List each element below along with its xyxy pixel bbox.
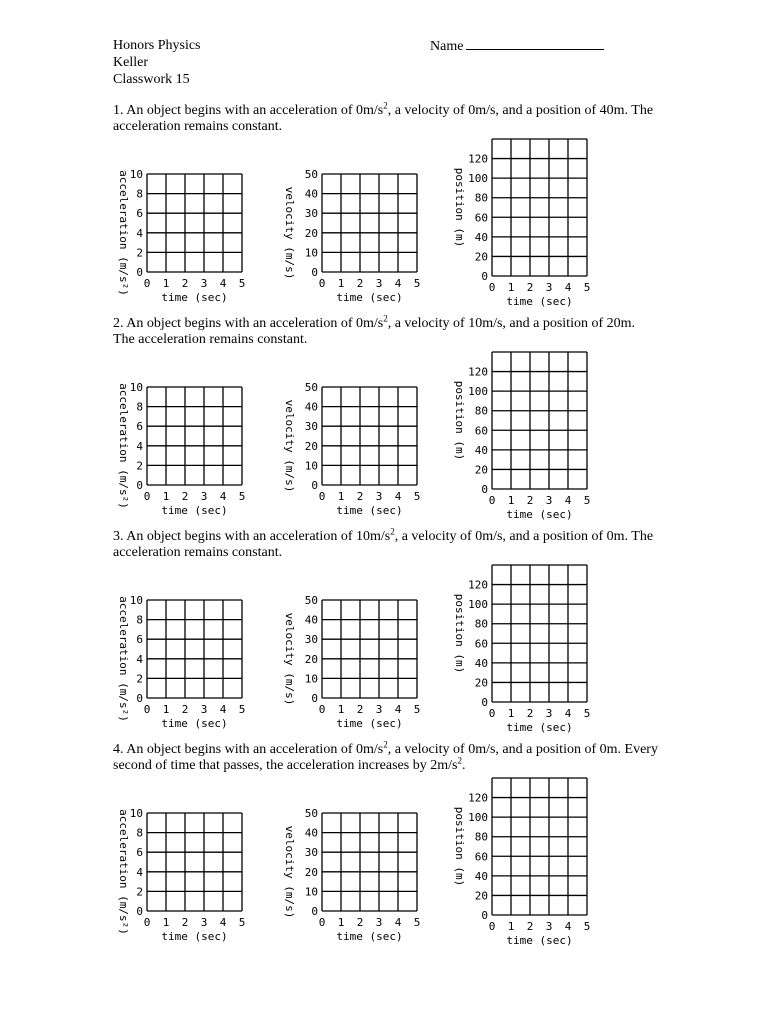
y-tick-label: 10 bbox=[304, 246, 318, 260]
x-tick-label: 3 bbox=[545, 920, 553, 933]
y-tick-label: 40 bbox=[304, 400, 318, 414]
y-axis-label: position (m) bbox=[453, 167, 466, 248]
y-tick-label: 0 bbox=[311, 266, 318, 279]
grid-lines bbox=[147, 813, 242, 911]
problem-number: 2. bbox=[113, 316, 124, 331]
y-tick-label: 4 bbox=[136, 652, 143, 666]
y-tick-label: 40 bbox=[474, 443, 488, 457]
y-tick-label: 0 bbox=[481, 483, 488, 496]
x-tick-label: 1 bbox=[507, 707, 515, 720]
x-tick-label: 2 bbox=[181, 703, 189, 716]
y-tick-label: 80 bbox=[474, 830, 488, 844]
y-tick-label: 40 bbox=[304, 613, 318, 627]
y-axis-label: position (m) bbox=[453, 380, 466, 461]
y-tick-label: 30 bbox=[304, 846, 318, 860]
y-tick-label: 120 bbox=[468, 578, 488, 592]
x-tick-label: 4 bbox=[219, 916, 227, 929]
x-tick-label: 1 bbox=[507, 920, 515, 933]
y-tick-label: 2 bbox=[136, 672, 143, 686]
y-axis-label: position (m) bbox=[453, 806, 466, 887]
problem-number: 4. bbox=[113, 742, 124, 757]
y-tick-label: 10 bbox=[304, 672, 318, 686]
y-axis-label: acceleration (m/s²) bbox=[117, 170, 130, 296]
x-tick-label: 4 bbox=[394, 277, 402, 290]
x-tick-label: 0 bbox=[318, 916, 326, 929]
x-axis-label: time (sec) bbox=[336, 930, 403, 943]
y-tick-label: 20 bbox=[474, 676, 488, 690]
y-tick-label: 2 bbox=[136, 459, 143, 473]
x-tick-label: 1 bbox=[162, 703, 170, 716]
x-tick-label: 1 bbox=[337, 916, 345, 929]
grid-lines bbox=[492, 565, 587, 702]
assignment-title: Classwork 15 bbox=[113, 72, 190, 87]
x-tick-label: 3 bbox=[200, 490, 208, 503]
x-tick-label: 0 bbox=[488, 281, 496, 294]
x-tick-label: 5 bbox=[413, 490, 421, 503]
x-axis-label: time (sec) bbox=[161, 291, 228, 304]
y-tick-label: 0 bbox=[136, 266, 143, 279]
y-tick-label: 20 bbox=[304, 439, 318, 453]
y-tick-label: 30 bbox=[304, 207, 318, 221]
grid-lines bbox=[322, 174, 417, 272]
x-tick-label: 3 bbox=[545, 707, 553, 720]
y-tick-label: 20 bbox=[304, 652, 318, 666]
x-tick-label: 4 bbox=[219, 703, 227, 716]
y-tick-label: 120 bbox=[468, 152, 488, 166]
problem-4 bbox=[113, 739, 658, 774]
y-tick-label: 120 bbox=[468, 791, 488, 805]
x-axis-label: time (sec) bbox=[336, 291, 403, 304]
x-axis-label: time (sec) bbox=[336, 717, 403, 730]
y-tick-label: 0 bbox=[311, 905, 318, 918]
y-tick-label: 8 bbox=[136, 187, 143, 201]
y-tick-label: 40 bbox=[304, 826, 318, 840]
problem-text: An object begins with an acceleration of $0m/s^2$, a velocity of 10m/s, and a position of 20m. The acceleration remains constant. bbox=[113, 313, 636, 347]
x-tick-label: 2 bbox=[181, 277, 189, 290]
y-tick-label: 80 bbox=[474, 617, 488, 631]
x-tick-label: 3 bbox=[375, 490, 383, 503]
x-tick-label: 1 bbox=[162, 490, 170, 503]
x-tick-label: 0 bbox=[318, 490, 326, 503]
problem-text: An object begins with an acceleration of $0m/s^2$, a velocity of 0m/s, and a position of 40m. The acceleration remains constant. bbox=[113, 100, 654, 134]
x-tick-label: 4 bbox=[564, 920, 572, 933]
y-tick-label: 0 bbox=[481, 696, 488, 709]
y-tick-label: 6 bbox=[136, 633, 143, 647]
problem-text: An object begins with an acceleration of $10m/s^2$, a velocity of 0m/s, and a position of 0m. The acceleration remains constant. bbox=[113, 526, 654, 560]
x-tick-label: 5 bbox=[583, 281, 591, 294]
x-tick-label: 2 bbox=[526, 494, 534, 507]
y-tick-label: 60 bbox=[474, 424, 488, 438]
y-tick-label: 10 bbox=[129, 807, 143, 820]
y-tick-label: 50 bbox=[304, 594, 318, 607]
y-axis-label: velocity (m/s) bbox=[283, 186, 296, 280]
y-tick-label: 2 bbox=[136, 885, 143, 899]
y-tick-label: 100 bbox=[468, 811, 488, 825]
grid-lines bbox=[147, 387, 242, 485]
y-tick-label: 60 bbox=[474, 211, 488, 225]
x-tick-label: 5 bbox=[238, 490, 246, 503]
y-tick-label: 60 bbox=[474, 637, 488, 651]
x-tick-label: 4 bbox=[564, 494, 572, 507]
x-tick-label: 0 bbox=[318, 703, 326, 716]
x-tick-label: 0 bbox=[488, 707, 496, 720]
x-tick-label: 2 bbox=[526, 920, 534, 933]
x-tick-label: 4 bbox=[219, 490, 227, 503]
x-tick-label: 4 bbox=[394, 490, 402, 503]
y-tick-label: 8 bbox=[136, 400, 143, 414]
x-tick-label: 2 bbox=[356, 703, 364, 716]
name-field[interactable] bbox=[430, 37, 604, 55]
grid-lines bbox=[322, 600, 417, 698]
x-tick-label: 1 bbox=[337, 490, 345, 503]
y-tick-label: 8 bbox=[136, 613, 143, 627]
y-axis-label: acceleration (m/s²) bbox=[117, 383, 130, 509]
x-tick-label: 2 bbox=[181, 916, 189, 929]
x-tick-label: 5 bbox=[238, 277, 246, 290]
y-tick-label: 40 bbox=[474, 230, 488, 244]
y-tick-label: 2 bbox=[136, 246, 143, 260]
x-tick-label: 0 bbox=[143, 277, 151, 290]
name-blank-line[interactable] bbox=[466, 37, 604, 50]
x-tick-label: 4 bbox=[394, 703, 402, 716]
y-tick-label: 0 bbox=[311, 692, 318, 705]
y-tick-label: 20 bbox=[474, 889, 488, 903]
x-tick-label: 3 bbox=[545, 494, 553, 507]
grid-lines bbox=[492, 778, 587, 915]
x-tick-label: 3 bbox=[200, 277, 208, 290]
y-axis-label: velocity (m/s) bbox=[283, 825, 296, 919]
grid-lines bbox=[147, 600, 242, 698]
y-tick-label: 120 bbox=[468, 365, 488, 379]
x-tick-label: 0 bbox=[143, 916, 151, 929]
y-tick-label: 20 bbox=[304, 865, 318, 879]
x-tick-label: 3 bbox=[200, 703, 208, 716]
y-tick-label: 100 bbox=[468, 598, 488, 612]
problem-3 bbox=[113, 526, 658, 561]
x-axis-label: time (sec) bbox=[506, 508, 573, 521]
course-title: Honors Physics bbox=[113, 38, 201, 53]
x-tick-label: 1 bbox=[337, 703, 345, 716]
x-tick-label: 2 bbox=[526, 707, 534, 720]
y-tick-label: 50 bbox=[304, 168, 318, 181]
y-tick-label: 10 bbox=[129, 381, 143, 394]
problem-number: 3. bbox=[113, 529, 124, 544]
y-tick-label: 10 bbox=[304, 459, 318, 473]
y-tick-label: 4 bbox=[136, 439, 143, 453]
grid-lines bbox=[492, 352, 587, 489]
x-tick-label: 0 bbox=[488, 494, 496, 507]
x-tick-label: 3 bbox=[375, 277, 383, 290]
y-tick-label: 40 bbox=[474, 656, 488, 670]
y-tick-label: 6 bbox=[136, 420, 143, 434]
y-tick-label: 0 bbox=[481, 270, 488, 283]
y-tick-label: 10 bbox=[304, 885, 318, 899]
grid-lines bbox=[322, 813, 417, 911]
x-tick-label: 0 bbox=[488, 920, 496, 933]
y-tick-label: 0 bbox=[481, 909, 488, 922]
y-axis-label: acceleration (m/s²) bbox=[117, 809, 130, 935]
y-tick-label: 30 bbox=[304, 420, 318, 434]
x-tick-label: 2 bbox=[181, 490, 189, 503]
x-tick-label: 5 bbox=[238, 916, 246, 929]
y-axis-label: velocity (m/s) bbox=[283, 612, 296, 706]
x-tick-label: 5 bbox=[413, 277, 421, 290]
header-left bbox=[113, 37, 201, 88]
grid-lines bbox=[492, 139, 587, 276]
x-tick-label: 4 bbox=[219, 277, 227, 290]
x-tick-label: 2 bbox=[526, 281, 534, 294]
y-tick-label: 100 bbox=[468, 172, 488, 186]
x-tick-label: 5 bbox=[238, 703, 246, 716]
y-axis-label: position (m) bbox=[453, 593, 466, 674]
y-tick-label: 50 bbox=[304, 807, 318, 820]
x-tick-label: 3 bbox=[200, 916, 208, 929]
x-tick-label: 5 bbox=[583, 920, 591, 933]
y-tick-label: 8 bbox=[136, 826, 143, 840]
y-axis-label: velocity (m/s) bbox=[283, 399, 296, 493]
x-axis-label: time (sec) bbox=[161, 504, 228, 517]
y-tick-label: 20 bbox=[474, 250, 488, 264]
y-tick-label: 10 bbox=[129, 594, 143, 607]
x-tick-label: 0 bbox=[318, 277, 326, 290]
y-tick-label: 80 bbox=[474, 404, 488, 418]
y-tick-label: 80 bbox=[474, 191, 488, 205]
y-tick-label: 6 bbox=[136, 207, 143, 221]
y-tick-label: 0 bbox=[311, 479, 318, 492]
x-tick-label: 2 bbox=[356, 490, 364, 503]
name-label: Name bbox=[430, 39, 464, 54]
y-tick-label: 30 bbox=[304, 633, 318, 647]
x-axis-label: time (sec) bbox=[161, 930, 228, 943]
x-tick-label: 3 bbox=[375, 703, 383, 716]
problem-number: 1. bbox=[113, 103, 124, 118]
x-tick-label: 1 bbox=[337, 277, 345, 290]
y-tick-label: 20 bbox=[474, 463, 488, 477]
y-axis-label: acceleration (m/s²) bbox=[117, 596, 130, 722]
x-tick-label: 1 bbox=[162, 277, 170, 290]
grid-lines bbox=[322, 387, 417, 485]
y-tick-label: 20 bbox=[304, 226, 318, 240]
y-tick-label: 40 bbox=[304, 187, 318, 201]
x-tick-label: 4 bbox=[564, 281, 572, 294]
x-tick-label: 5 bbox=[413, 916, 421, 929]
x-axis-label: time (sec) bbox=[161, 717, 228, 730]
y-tick-label: 0 bbox=[136, 905, 143, 918]
x-tick-label: 5 bbox=[413, 703, 421, 716]
x-tick-label: 3 bbox=[545, 281, 553, 294]
x-tick-label: 2 bbox=[356, 277, 364, 290]
problem-2 bbox=[113, 313, 658, 348]
x-tick-label: 5 bbox=[583, 707, 591, 720]
x-axis-label: time (sec) bbox=[506, 721, 573, 734]
x-tick-label: 0 bbox=[143, 490, 151, 503]
y-tick-label: 0 bbox=[136, 692, 143, 705]
y-tick-label: 4 bbox=[136, 226, 143, 240]
x-tick-label: 4 bbox=[564, 707, 572, 720]
y-tick-label: 0 bbox=[136, 479, 143, 492]
x-axis-label: time (sec) bbox=[506, 934, 573, 947]
grid-lines bbox=[147, 174, 242, 272]
y-tick-label: 4 bbox=[136, 865, 143, 879]
y-tick-label: 10 bbox=[129, 168, 143, 181]
x-tick-label: 1 bbox=[162, 916, 170, 929]
x-tick-label: 1 bbox=[507, 281, 515, 294]
teacher-name: Keller bbox=[113, 55, 148, 70]
y-tick-label: 6 bbox=[136, 846, 143, 860]
x-tick-label: 4 bbox=[394, 916, 402, 929]
y-tick-label: 50 bbox=[304, 381, 318, 394]
problem-1 bbox=[113, 100, 658, 135]
y-tick-label: 40 bbox=[474, 869, 488, 883]
y-tick-label: 100 bbox=[468, 385, 488, 399]
x-tick-label: 5 bbox=[583, 494, 591, 507]
x-axis-label: time (sec) bbox=[506, 295, 573, 308]
y-tick-label: 60 bbox=[474, 850, 488, 864]
x-tick-label: 3 bbox=[375, 916, 383, 929]
x-tick-label: 0 bbox=[143, 703, 151, 716]
x-tick-label: 1 bbox=[507, 494, 515, 507]
x-axis-label: time (sec) bbox=[336, 504, 403, 517]
problem-text: An object begins with an acceleration of $0m/s^2$, a velocity of 0m/s, and a position of 0m. Every second of time that passes, the acceleration increases by $2m/s^2$. bbox=[113, 739, 658, 773]
x-tick-label: 2 bbox=[356, 916, 364, 929]
